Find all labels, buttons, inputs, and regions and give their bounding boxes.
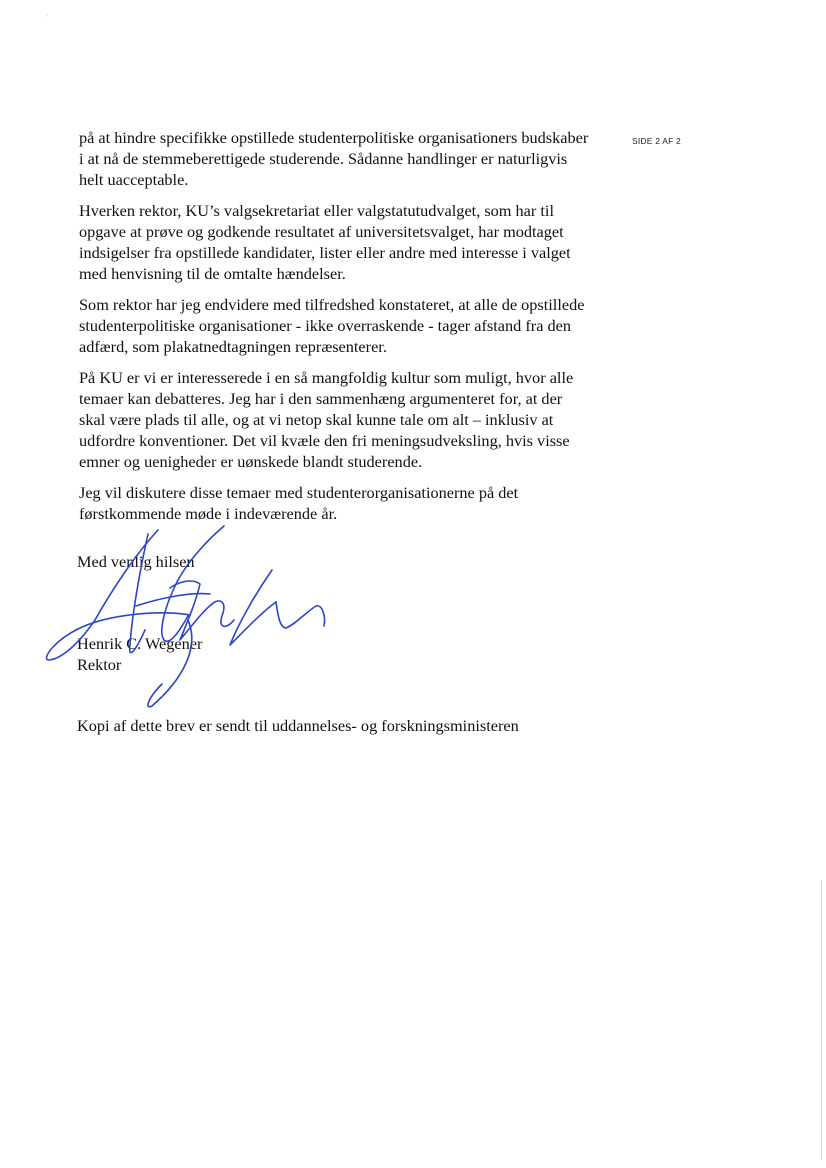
letter-body [79,127,591,534]
scan-speck: ˊ [46,14,49,23]
paragraph-4: På KU er vi er interesserede i en så mangfoldig kultur som muligt, hvor alle temaer kan debatteres. Jeg har i den sammenhæng argumenteret for, at der skal være plads til alle, og at vi netop skal kunne tale om alt – inklusiv at udfordre konventioner. Det vil kvæle den fri meningsudveksling, hvis visse emner og uenigheder er uønskede blandt studerende. [79,368,574,471]
signer-name: Henrik C. Wegener [77,634,203,653]
handwritten-signature [40,520,340,710]
closing-salutation: Med venlig hilsen [77,552,195,571]
paragraph-3: Som rektor har jeg endvidere med tilfredshed konstateret, at alle de opstillede studenterpolitiske organisationer - ikke overraskende - tager afstand fra den adfærd, som plakatnedtagningen repræsenterer. [79,295,585,356]
signer-title: Rektor [77,655,122,674]
paragraph-2: Hverken rektor, KU’s valgsekretariat eller valgstatutudvalget, som har til opgave at prøve og godkende resultatet af universitetsvalget, har modtaget indsigelser fra opstillede kandidater, lister eller andre med interesse i valget med henvisning til de omtalte hændelser. [79,201,571,283]
page-number: SIDE 2 AF 2 [632,136,681,146]
paragraph-1: på at hindre specifikke opstillede studenterpolitiske organisationers budskaber i at nå de stemmeberettigede studerende. Sådanne handlinger er naturligvis helt uacceptable. [79,128,589,189]
copy-note: Kopi af dette brev er sendt til uddannelses- og forskningsministeren [77,716,519,735]
paragraph-5: Jeg vil diskutere disse temaer med studenterorganisationerne på det førstkommende møde i indeværende år. [79,483,519,523]
scan-edge-line [821,880,822,1160]
